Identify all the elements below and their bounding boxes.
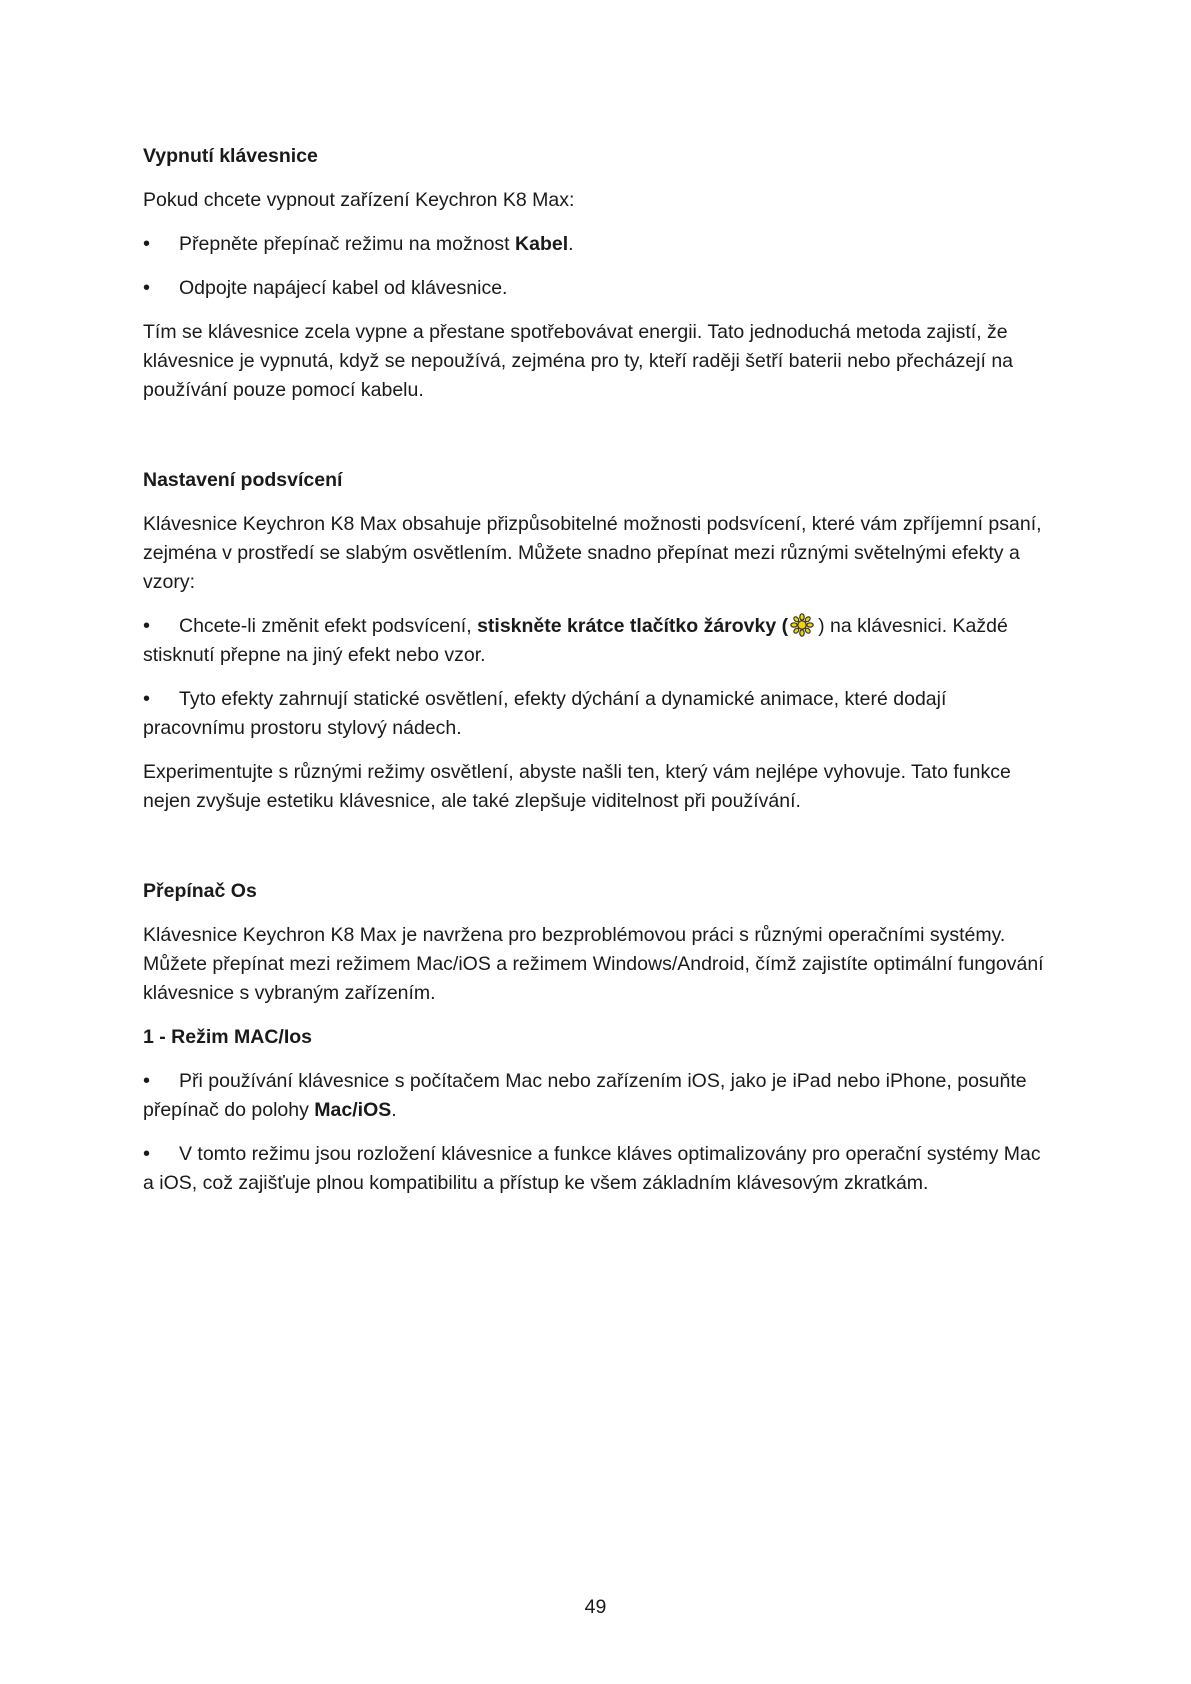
list-item: •Odpojte napájecí kabel od klávesnice. (143, 274, 1053, 303)
section-paragraph: Tím se klávesnice zcela vypne a přestane spotřebovávat energii. Tato jednoduchá metoda zajistí, že klávesnice je vypnutá, když se nepoužívá, zejména pro ty, kteří raději šetří baterii nebo přecházejí na používání pouze pomocí kabelu. (143, 321, 1014, 401)
bullet-icon (143, 230, 179, 259)
document-page (143, 142, 1053, 1213)
section-heading-os-switch: Přepínač Os (143, 880, 257, 902)
list-item: •Přepněte přepínač režimu na možnost Kabel. (143, 230, 1053, 259)
section-intro: Klávesnice Keychron K8 Max je navržena pro bezproblémovou práci s různými operačními systémy. Můžete přepínat mezi režimem Mac/iOS a režimem Windows/Android, čímž zajistíte optimální fungování klávesnice s vybraným zařízením. (143, 924, 1044, 1004)
page-number: 49 (584, 1596, 607, 1618)
list-item: •Chcete-li změnit efekt podsvícení, stiskněte krátce tlačítko žárovky ( ) na klávesnici. Každé stisknutí přepne na jiný efekt nebo vzor. (143, 612, 1053, 670)
subheading-mac-mode: 1 - Režim MAC/Ios (143, 1026, 313, 1048)
section-heading-backlight: Nastavení podsvícení (143, 469, 343, 491)
bullet-icon (143, 612, 179, 641)
section-heading-power-off: Vypnutí klávesnice (143, 145, 318, 167)
section-intro: Pokud chcete vypnout zařízení Keychron K8 Max: (143, 189, 575, 211)
bullet-icon (143, 1067, 179, 1096)
section-paragraph: Experimentujte s různými režimy osvětlení, abyste našli ten, který vám nejlépe vyhovuje. Tato funkce nejen zvyšuje estetiku klávesnice, ale také zlepšuje viditelnost při používání. (143, 761, 1011, 812)
list-item: •V tomto režimu jsou rozložení klávesnice a funkce kláves optimalizovány pro operační systémy Mac a iOS, což zajišťuje plnou kompatibilitu a přístup ke všem základním klávesovým zkratkám. (143, 1140, 1053, 1198)
list-item: •Při používání klávesnice s počítačem Mac nebo zařízením iOS, jako je iPad nebo iPhone, posuňte přepínač do polohy Mac/iOS. (143, 1067, 1053, 1125)
list-item: •Tyto efekty zahrnují statické osvětlení, efekty dýchání a dynamické animace, které dodají pracovnímu prostoru stylový nádech. (143, 685, 1053, 743)
section-intro: Klávesnice Keychron K8 Max obsahuje přizpůsobitelné možnosti podsvícení, které vám zpříjemní psaní, zejména v prostředí se slabým osvětlením. Můžete snadno přepínat mezi různými světelnými efekty a vzory: (143, 513, 1042, 593)
bullet-icon (143, 685, 179, 714)
sun-backlight-icon (790, 613, 814, 637)
bullet-icon (143, 274, 179, 303)
bullet-icon (143, 1140, 179, 1169)
